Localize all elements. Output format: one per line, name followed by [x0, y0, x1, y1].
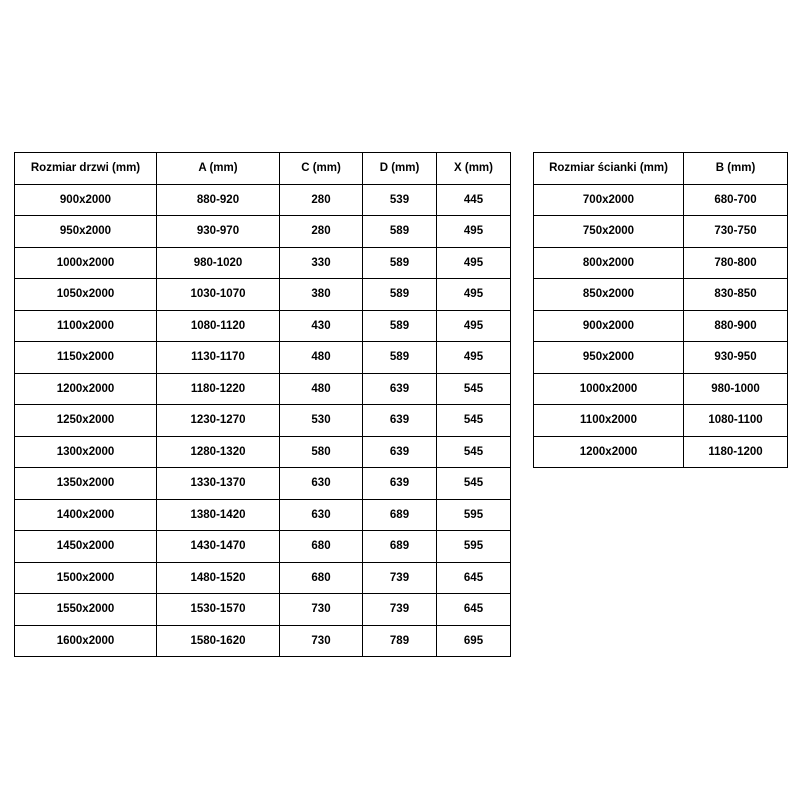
cell-c: 280 — [280, 216, 363, 248]
table-row — [534, 373, 788, 405]
table-row — [15, 184, 511, 216]
cell-x: 545 — [437, 373, 511, 405]
cell-wall-size: 800x2000 — [534, 247, 684, 279]
cell-door-size: 1300x2000 — [15, 436, 157, 468]
cell-d: 639 — [363, 405, 437, 437]
door-sizes-table — [14, 152, 511, 657]
cell-b: 880-900 — [684, 310, 788, 342]
cell-c: 730 — [280, 594, 363, 626]
cell-d: 739 — [363, 562, 437, 594]
table-row — [15, 468, 511, 500]
cell-door-size: 1400x2000 — [15, 499, 157, 531]
table-row — [15, 499, 511, 531]
column-header-x: X (mm) — [437, 153, 511, 185]
cell-door-size: 900x2000 — [15, 184, 157, 216]
cell-door-size: 1500x2000 — [15, 562, 157, 594]
table-row — [534, 184, 788, 216]
cell-a: 1430-1470 — [157, 531, 280, 563]
cell-a: 980-1020 — [157, 247, 280, 279]
cell-c: 680 — [280, 531, 363, 563]
table-row — [534, 342, 788, 374]
cell-d: 789 — [363, 625, 437, 657]
cell-door-size: 1050x2000 — [15, 279, 157, 311]
cell-b: 730-750 — [684, 216, 788, 248]
cell-c: 380 — [280, 279, 363, 311]
table-row — [15, 342, 511, 374]
cell-a: 1280-1320 — [157, 436, 280, 468]
table-row — [15, 625, 511, 657]
table-row — [15, 436, 511, 468]
cell-x: 645 — [437, 594, 511, 626]
cell-d: 589 — [363, 247, 437, 279]
column-header-b: B (mm) — [684, 153, 788, 185]
cell-x: 645 — [437, 562, 511, 594]
column-header-a: A (mm) — [157, 153, 280, 185]
cell-x: 495 — [437, 342, 511, 374]
cell-door-size: 1150x2000 — [15, 342, 157, 374]
cell-c: 730 — [280, 625, 363, 657]
cell-b: 980-1000 — [684, 373, 788, 405]
cell-b: 830-850 — [684, 279, 788, 311]
cell-a: 1530-1570 — [157, 594, 280, 626]
cell-a: 880-920 — [157, 184, 280, 216]
cell-door-size: 1350x2000 — [15, 468, 157, 500]
cell-c: 430 — [280, 310, 363, 342]
cell-d: 689 — [363, 531, 437, 563]
table-row — [15, 373, 511, 405]
cell-wall-size: 1100x2000 — [534, 405, 684, 437]
cell-d: 589 — [363, 216, 437, 248]
cell-door-size: 950x2000 — [15, 216, 157, 248]
cell-c: 630 — [280, 499, 363, 531]
cell-c: 480 — [280, 373, 363, 405]
cell-d: 539 — [363, 184, 437, 216]
cell-door-size: 1600x2000 — [15, 625, 157, 657]
cell-x: 445 — [437, 184, 511, 216]
cell-a: 1580-1620 — [157, 625, 280, 657]
cell-d: 589 — [363, 310, 437, 342]
cell-wall-size: 1200x2000 — [534, 436, 684, 468]
cell-x: 545 — [437, 436, 511, 468]
cell-a: 1130-1170 — [157, 342, 280, 374]
cell-door-size: 1250x2000 — [15, 405, 157, 437]
table-row — [534, 279, 788, 311]
table-row — [15, 279, 511, 311]
cell-wall-size: 950x2000 — [534, 342, 684, 374]
cell-x: 695 — [437, 625, 511, 657]
table-row — [15, 562, 511, 594]
cell-x: 595 — [437, 531, 511, 563]
table-row — [534, 310, 788, 342]
cell-d: 639 — [363, 468, 437, 500]
column-header-wall-size: Rozmiar ścianki (mm) — [534, 153, 684, 185]
cell-d: 589 — [363, 279, 437, 311]
cell-b: 680-700 — [684, 184, 788, 216]
cell-d: 639 — [363, 373, 437, 405]
cell-c: 480 — [280, 342, 363, 374]
cell-x: 595 — [437, 499, 511, 531]
cell-door-size: 1550x2000 — [15, 594, 157, 626]
cell-a: 930-970 — [157, 216, 280, 248]
table-row — [15, 531, 511, 563]
cell-c: 530 — [280, 405, 363, 437]
cell-x: 495 — [437, 216, 511, 248]
table-row — [534, 216, 788, 248]
cell-wall-size: 1000x2000 — [534, 373, 684, 405]
cell-door-size: 1000x2000 — [15, 247, 157, 279]
table-row — [15, 405, 511, 437]
cell-a: 1080-1120 — [157, 310, 280, 342]
wall-sizes-table — [533, 152, 788, 468]
cell-wall-size: 700x2000 — [534, 184, 684, 216]
cell-d: 639 — [363, 436, 437, 468]
column-header-door-size: Rozmiar drzwi (mm) — [15, 153, 157, 185]
table-row — [15, 594, 511, 626]
cell-door-size: 1100x2000 — [15, 310, 157, 342]
cell-wall-size: 900x2000 — [534, 310, 684, 342]
cell-door-size: 1200x2000 — [15, 373, 157, 405]
cell-a: 1330-1370 — [157, 468, 280, 500]
cell-wall-size: 750x2000 — [534, 216, 684, 248]
cell-b: 780-800 — [684, 247, 788, 279]
column-header-d: D (mm) — [363, 153, 437, 185]
cell-c: 280 — [280, 184, 363, 216]
cell-a: 1380-1420 — [157, 499, 280, 531]
table-row — [15, 247, 511, 279]
cell-c: 630 — [280, 468, 363, 500]
cell-d: 689 — [363, 499, 437, 531]
cell-door-size: 1450x2000 — [15, 531, 157, 563]
cell-b: 1080-1100 — [684, 405, 788, 437]
table-row — [534, 247, 788, 279]
table-row — [15, 310, 511, 342]
column-header-c: C (mm) — [280, 153, 363, 185]
cell-x: 495 — [437, 310, 511, 342]
table-row — [534, 436, 788, 468]
cell-b: 930-950 — [684, 342, 788, 374]
cell-c: 330 — [280, 247, 363, 279]
table-header-row — [15, 153, 511, 185]
cell-d: 739 — [363, 594, 437, 626]
cell-b: 1180-1200 — [684, 436, 788, 468]
cell-x: 545 — [437, 405, 511, 437]
cell-x: 495 — [437, 279, 511, 311]
cell-a: 1180-1220 — [157, 373, 280, 405]
cell-c: 680 — [280, 562, 363, 594]
table-row — [15, 216, 511, 248]
cell-x: 495 — [437, 247, 511, 279]
cell-a: 1030-1070 — [157, 279, 280, 311]
table-header-row — [534, 153, 788, 185]
cell-wall-size: 850x2000 — [534, 279, 684, 311]
cell-d: 589 — [363, 342, 437, 374]
cell-c: 580 — [280, 436, 363, 468]
cell-a: 1480-1520 — [157, 562, 280, 594]
cell-x: 545 — [437, 468, 511, 500]
table-row — [534, 405, 788, 437]
cell-a: 1230-1270 — [157, 405, 280, 437]
